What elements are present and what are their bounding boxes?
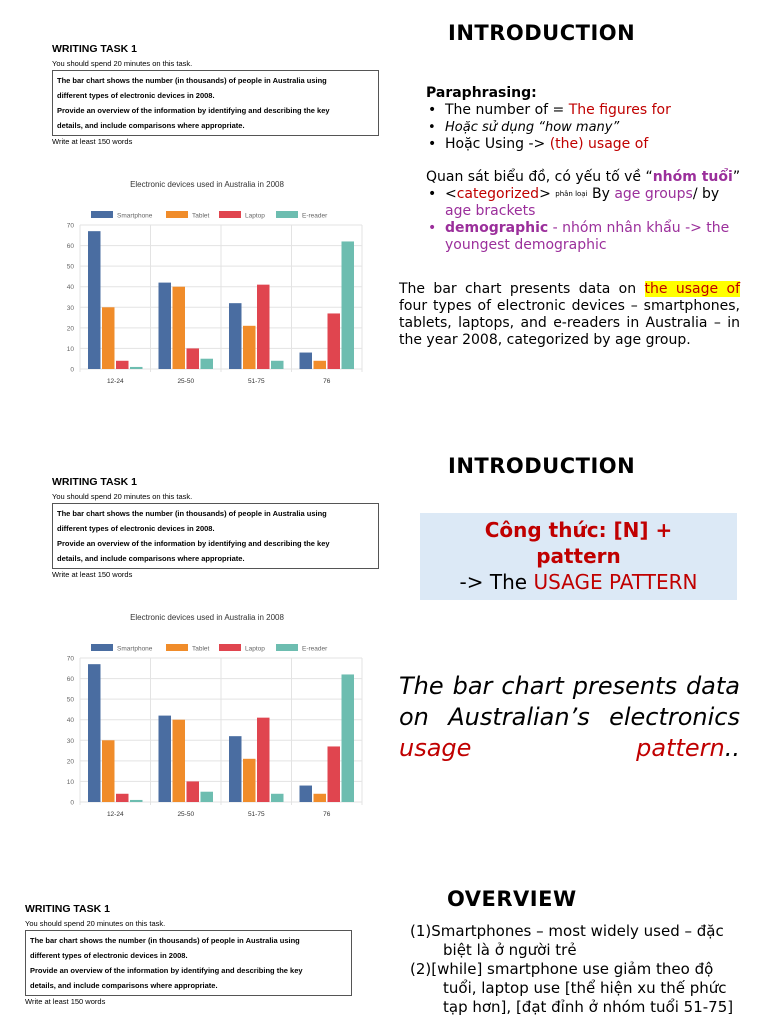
y-tick-label: 50	[66, 696, 74, 704]
y-tick-label: 0	[70, 799, 74, 807]
legend-label: Smartphone	[117, 645, 153, 653]
x-tick-label: 51-75	[247, 811, 265, 818]
legend-label: E-reader	[302, 212, 328, 220]
y-tick-label: 60	[66, 676, 74, 684]
sample-paragraph: The bar chart presents data on the usage of four types of electronic devices – smartphones, tablets, laptops, and e-readers in Australia – in the year 2008, categorized by age group.	[399, 281, 740, 348]
word-count-note: Write at least 150 words	[52, 570, 133, 579]
legend-label: Laptop	[245, 212, 265, 220]
y-tick-label: 0	[70, 366, 74, 374]
task-line: The bar chart shows the number (in thousands) of people in Australia using	[30, 936, 300, 945]
task-line: Provide an overview of the information by identifying and describing the key	[57, 106, 330, 115]
writing-task-prompt	[25, 903, 352, 1006]
task-line: different types of electronic devices in 2008.	[57, 91, 215, 100]
y-tick-label: 20	[66, 758, 74, 766]
y-tick-label: 20	[66, 325, 74, 333]
slide-heading: OVERVIEW	[447, 887, 577, 911]
x-tick-label: 12-24	[106, 378, 124, 385]
task-line: different types of electronic devices in 2008.	[57, 524, 215, 533]
formula-result: -> The USAGE PATTERN	[459, 570, 698, 594]
task-line: different types of electronic devices in 2008.	[30, 951, 188, 960]
word-count-note: Write at least 150 words	[25, 997, 106, 1006]
list-item: • Hoặc Using -> (the) usage of	[426, 136, 746, 153]
x-tick-label: 76	[323, 378, 331, 385]
x-tick-label: 76	[323, 811, 331, 818]
y-tick-label: 70	[66, 655, 74, 663]
observation-text: Quan sát biểu đồ, có yếu tố về “nhóm tuổi”	[426, 169, 741, 185]
list-item: • <categorized> $^{phân loại}$ By age groups/ by age brackets	[426, 186, 744, 220]
y-tick-label: 50	[66, 263, 74, 271]
y-tick-label: 30	[66, 737, 74, 745]
legend-label: E-reader	[302, 645, 328, 653]
task-line: details, and include comparisons where appropriate.	[57, 554, 245, 563]
task-line: The bar chart shows the number (in thousands) of people in Australia using	[57, 76, 327, 85]
task-line: The bar chart shows the number (in thousands) of people in Australia using	[57, 509, 327, 518]
sample-sentence: The bar chart presents data on Australian’s electronics usage pattern..	[399, 672, 740, 762]
slide-heading: INTRODUCTION	[448, 454, 636, 478]
chart-title: Electronic devices used in Australia in 2008	[130, 180, 284, 189]
formula-title: Công thức: [N] + pattern	[484, 518, 673, 568]
x-tick-label: 25-50	[177, 811, 195, 818]
task-time-note: You should spend 20 minutes on this task.	[52, 492, 193, 501]
y-tick-label: 30	[66, 304, 74, 312]
y-tick-label: 40	[66, 284, 74, 292]
list-item: (1)Smartphones – most widely used – đặc biệt là ở người trẻ	[410, 922, 724, 959]
chart-title: Electronic devices used in Australia in 2008	[130, 613, 284, 622]
legend-label: Smartphone	[117, 212, 153, 220]
task-line: details, and include comparisons where appropriate.	[57, 121, 245, 130]
list-item: • demographic - nhóm nhân khẩu -> the youngest demographic	[426, 220, 744, 254]
list-item: • The number of = The figures for	[426, 102, 746, 119]
task-title: WRITING TASK 1	[25, 903, 110, 915]
y-tick-label: 60	[66, 243, 74, 251]
x-tick-label: 12-24	[106, 811, 124, 818]
y-tick-label: 70	[66, 222, 74, 230]
legend-label: Tablet	[192, 212, 210, 220]
word-count-note: Write at least 150 words	[52, 137, 133, 146]
task-instructions-box	[25, 930, 352, 996]
task-time-note: You should spend 20 minutes on this task.	[25, 919, 166, 928]
paraphrasing-label: Paraphrasing:	[426, 85, 537, 101]
task-line: details, and include comparisons where appropriate.	[30, 981, 218, 990]
task-title: WRITING TASK 1	[52, 476, 137, 488]
task-title: WRITING TASK 1	[52, 43, 137, 55]
x-tick-label: 25-50	[177, 378, 195, 385]
legend-label: Tablet	[192, 645, 210, 653]
task-time-note: You should spend 20 minutes on this task.	[52, 59, 193, 68]
y-tick-label: 40	[66, 717, 74, 725]
slide-heading: INTRODUCTION	[448, 21, 636, 45]
y-tick-label: 10	[66, 778, 74, 786]
x-tick-label: 51-75	[247, 378, 265, 385]
list-item: (2)[while] smartphone use giảm theo độ tuổi, laptop use [thể hiện xu thế phức tạp hơn], [đạt đỉnh ở nhóm tuổi 51-75]	[410, 960, 734, 1016]
y-tick-label: 10	[66, 345, 74, 353]
task-line: Provide an overview of the information by identifying and describing the key	[57, 539, 330, 548]
list-item: • Hoặc sử dụng “how many”	[426, 119, 746, 136]
overview-list	[410, 922, 740, 1017]
legend-label: Laptop	[245, 645, 265, 653]
task-line: Provide an overview of the information by identifying and describing the key	[30, 966, 303, 975]
